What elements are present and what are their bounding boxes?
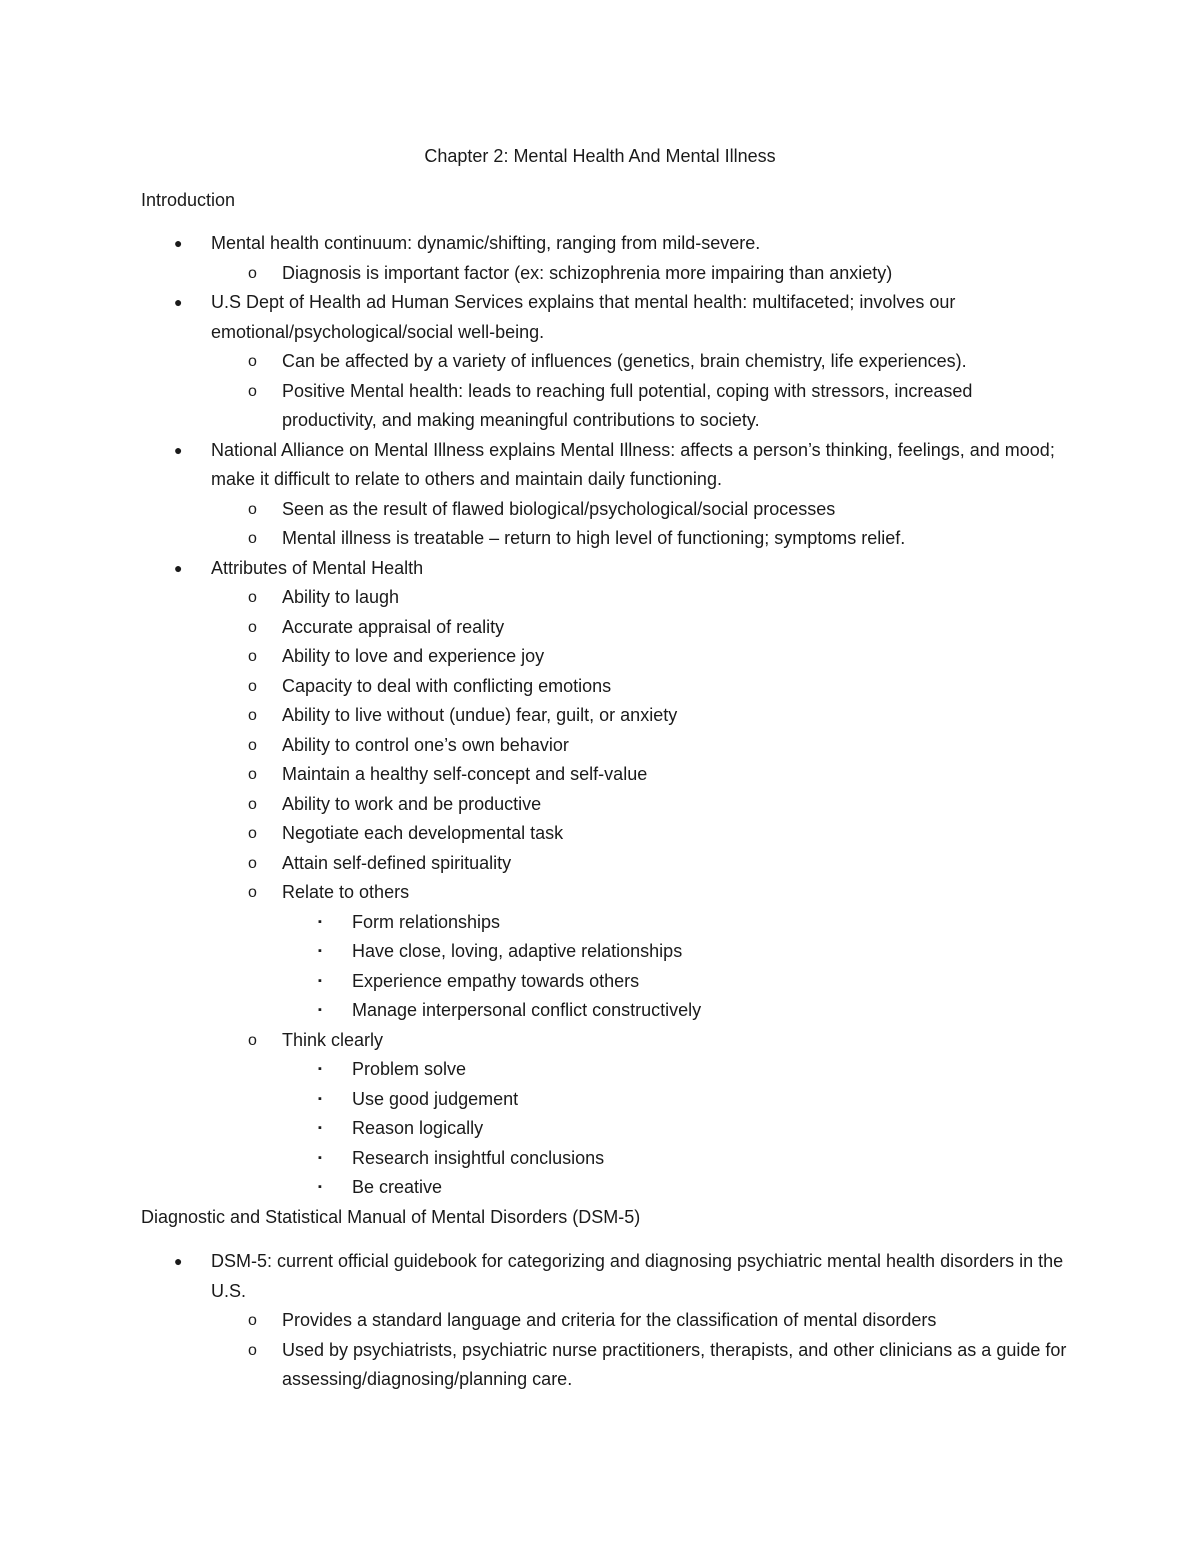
bullet-disc-icon: ● bbox=[174, 559, 183, 576]
list-item bbox=[0, 908, 1200, 938]
list-item-text: Ability to live without (undue) fear, guilt, or anxiety bbox=[282, 705, 678, 725]
bullet-circle-icon: o bbox=[248, 795, 257, 813]
list-item-text: Mental health continuum: dynamic/shifting, ranging from mild-severe. bbox=[211, 233, 761, 253]
list-item bbox=[0, 967, 1200, 997]
bullet-square-icon: ▪ bbox=[318, 1092, 322, 1105]
list-item bbox=[0, 524, 1200, 554]
list-item bbox=[0, 760, 1200, 790]
list-item-text: Relate to others bbox=[282, 882, 410, 902]
list-item-text: Accurate appraisal of reality bbox=[282, 616, 505, 637]
list-item bbox=[0, 1026, 1200, 1056]
list-item bbox=[0, 1247, 1200, 1306]
bullet-circle-icon: o bbox=[248, 854, 257, 872]
list-item-text: Maintain a healthy self-concept and self-value bbox=[282, 764, 648, 784]
bullet-square-icon: ▪ bbox=[318, 915, 322, 928]
list-item bbox=[0, 937, 1200, 967]
bullet-square-icon: ▪ bbox=[318, 1004, 322, 1016]
list-item bbox=[0, 701, 1200, 731]
list-item bbox=[0, 583, 1200, 613]
list-item-text: Think clearly bbox=[282, 1029, 384, 1050]
list-item-text: Ability to love and experience joy bbox=[282, 646, 545, 666]
bullet-circle-icon: o bbox=[248, 382, 257, 400]
list-item bbox=[0, 996, 1200, 1026]
bullet-square-icon: ▪ bbox=[318, 1151, 322, 1164]
bullet-square-icon: ▪ bbox=[318, 1063, 322, 1075]
list-item bbox=[0, 819, 1200, 849]
bullet-circle-icon: o bbox=[248, 825, 257, 842]
page-title: Chapter 2: Mental Health And Mental Illness bbox=[424, 146, 776, 166]
list-item-text: DSM-5: current official guidebook for categorizing and diagnosing psychiatric mental health disorders in the U.S. bbox=[211, 1251, 1064, 1301]
list-item-text: Negotiate each developmental task bbox=[282, 823, 564, 843]
list-item-text: Attributes of Mental Health bbox=[211, 557, 424, 578]
list-item-text: Positive Mental health: leads to reaching full potential, coping with stressors, increased productivity, and making meaningful contributions to society. bbox=[282, 380, 973, 430]
list-item bbox=[0, 229, 1200, 259]
list-item bbox=[0, 849, 1200, 879]
list-item bbox=[0, 1336, 1200, 1395]
list-item-text: Ability to control one’s own behavior bbox=[282, 734, 569, 755]
list-item-text: Experience empathy towards others bbox=[352, 970, 640, 991]
list-item bbox=[0, 495, 1200, 525]
list-item bbox=[0, 878, 1200, 908]
bullet-circle-icon: o bbox=[248, 1031, 257, 1049]
list-item bbox=[0, 554, 1200, 584]
section-heading-introduction: Introduction bbox=[141, 190, 236, 210]
bullet-disc-icon: ● bbox=[174, 1253, 183, 1269]
list-item bbox=[0, 731, 1200, 761]
list-item bbox=[0, 377, 1200, 436]
list-item bbox=[0, 672, 1200, 702]
list-item-text: Have close, loving, adaptive relationships bbox=[352, 941, 683, 961]
list-item bbox=[0, 1114, 1200, 1144]
list-item-text: Be creative bbox=[352, 1177, 443, 1197]
bullet-square-icon: ▪ bbox=[318, 1122, 322, 1134]
bullet-disc-icon: ● bbox=[174, 294, 183, 310]
list-item bbox=[0, 1055, 1200, 1085]
list-item-text: Ability to laugh bbox=[282, 587, 400, 607]
list-item-text: Provides a standard language and criteria for the classification of mental disorders bbox=[282, 1310, 937, 1330]
bullet-circle-icon: o bbox=[248, 736, 257, 754]
bullet-circle-icon: o bbox=[248, 500, 257, 518]
list-item-text: Attain self-defined spirituality bbox=[282, 852, 512, 873]
list-item bbox=[0, 790, 1200, 820]
list-item-text: Problem solve bbox=[352, 1059, 467, 1079]
bullet-circle-icon: o bbox=[248, 1341, 257, 1359]
list-item-text: Ability to work and be productive bbox=[282, 793, 542, 814]
bullet-square-icon: ▪ bbox=[318, 1181, 322, 1193]
list-item-text: National Alliance on Mental Illness explains Mental Illness: affects a person’s thinking, feelings, and mood; make it difficult to relate to others and maintain daily functioning. bbox=[211, 439, 1055, 489]
list-item-text: Capacity to deal with conflicting emotions bbox=[282, 675, 612, 696]
bullet-circle-icon: o bbox=[248, 589, 257, 606]
bullet-circle-icon: o bbox=[248, 353, 257, 370]
bullet-circle-icon: o bbox=[248, 707, 257, 724]
bullet-circle-icon: o bbox=[248, 648, 257, 665]
list-item-text: U.S Dept of Health ad Human Services explains that mental health: multifaceted; involves our emotional/psychological/social well-being. bbox=[211, 292, 956, 342]
list-item bbox=[0, 642, 1200, 672]
section-heading-dsm5: Diagnostic and Statistical Manual of Mental Disorders (DSM-5) bbox=[141, 1207, 641, 1227]
list-item-text: Can be affected by a variety of influences (genetics, brain chemistry, life experiences). bbox=[282, 351, 967, 371]
list-item bbox=[0, 613, 1200, 643]
list-item bbox=[0, 259, 1200, 289]
list-item-text: Mental illness is treatable – return to high level of functioning; symptoms relief. bbox=[282, 528, 906, 548]
bullet-disc-icon: ● bbox=[174, 441, 183, 458]
bullet-square-icon: ▪ bbox=[318, 945, 322, 957]
list-item-text: Used by psychiatrists, psychiatric nurse practitioners, therapists, and other clinicians as a guide for assessing/diagnosing/planning care. bbox=[282, 1339, 1067, 1389]
list-item-text: Seen as the result of flawed biological/psychological/social processes bbox=[282, 498, 836, 519]
list-item bbox=[0, 1085, 1200, 1115]
introduction-list bbox=[0, 229, 1200, 1203]
bullet-circle-icon: o bbox=[248, 618, 257, 636]
list-item-text: Diagnosis is important factor (ex: schizophrenia more impairing than anxiety) bbox=[282, 262, 893, 283]
list-item bbox=[0, 347, 1200, 377]
list-item-text: Manage interpersonal conflict constructively bbox=[352, 1000, 702, 1020]
list-item-text: Research insightful conclusions bbox=[352, 1147, 605, 1168]
bullet-square-icon: ▪ bbox=[318, 974, 322, 987]
list-item-text: Reason logically bbox=[352, 1118, 484, 1138]
list-item-text: Form relationships bbox=[352, 911, 501, 932]
list-item-text: Use good judgement bbox=[352, 1088, 519, 1109]
bullet-circle-icon: o bbox=[248, 530, 257, 547]
bullet-circle-icon: o bbox=[248, 766, 257, 783]
list-item bbox=[0, 1144, 1200, 1174]
list-item bbox=[0, 1173, 1200, 1203]
bullet-circle-icon: o bbox=[248, 1312, 257, 1329]
dsm5-list bbox=[0, 1247, 1200, 1395]
list-item bbox=[0, 436, 1200, 495]
bullet-disc-icon: ● bbox=[174, 235, 183, 251]
list-item bbox=[0, 288, 1200, 347]
bullet-circle-icon: o bbox=[248, 677, 257, 695]
bullet-circle-icon: o bbox=[248, 264, 257, 282]
bullet-circle-icon: o bbox=[248, 884, 257, 901]
list-item bbox=[0, 1306, 1200, 1336]
